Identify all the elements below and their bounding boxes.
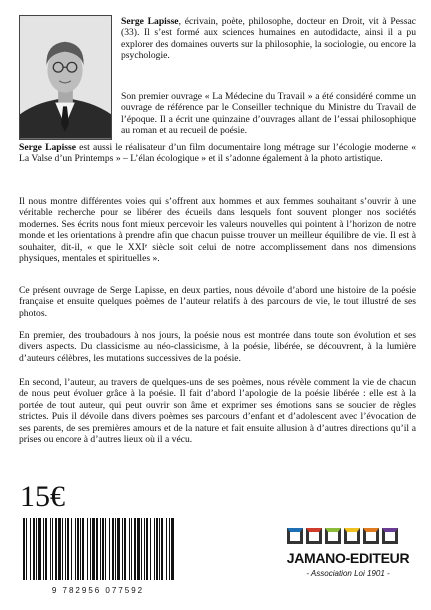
logo-square-5: [363, 528, 379, 544]
publisher-name: JAMANO-EDITEUR: [286, 550, 410, 566]
author-photo: [19, 15, 112, 140]
paragraph-present-work: Ce présent ouvrage de Serge Lapisse, en deux parties, nous dévoile d’abord une histoire de la poésie française et ensuite quelques poèmes de l’auteur relatifs à des parcours de vie, le tout illustré de ses photos.: [19, 285, 416, 319]
barcode-number: 9 782956 077592: [51, 586, 145, 595]
logo-square-3: [325, 528, 341, 544]
paragraph-first-part: En premier, des troubadours à nos jours, la poésie nous est montrée dans toute son évolution et ses divers aspects. Du classicisme au néo-classicisme, à la poésie, libérée, se découvrent, à la lumière d’auteurs célèbres, les mutations successives de la poésie.: [19, 330, 416, 364]
author-name: Serge Lapisse: [121, 16, 179, 27]
author-bio-film: [19, 142, 416, 165]
publisher-logo: [278, 528, 418, 603]
author-name-repeat: Serge Lapisse: [19, 142, 76, 153]
barcode: [13, 518, 183, 598]
price-label: 15€: [20, 480, 65, 513]
author-bio-intro: [121, 16, 416, 62]
barcode-bars: [13, 518, 183, 584]
publisher-subtitle: - Association Loi 1901 -: [306, 569, 390, 578]
bio-intro-text: , écrivain, poète, philosophe, docteur en Droit, vit à Pessac (33). Il s’est formé aux sciences humaines en autodidacte, ainsi il a pu explorer des domaines ouverts sur la philosophie, la sociologie, ou encore la psychologie.: [121, 16, 417, 62]
logo-square-6: [382, 528, 398, 544]
logo-squares: [287, 528, 398, 544]
logo-square-2: [306, 528, 322, 544]
logo-square-4: [344, 528, 360, 544]
paragraph-paths: Il nous montre différentes voies qui s’offrent aux hommes et aux femmes souhaitant s’ouvrir à une véritable recherche pour se libérer des écueils dans lesquels font souvent plonger nos sociétés modernes. Ses écrits nous font mieux percevoir les valeurs nouvelles qui pointent à l’horizon de notre monde et les orientations à prendre afin que chacun puisse trouver un meilleur équilibre de vie. Il est à souhaiter, dit-il, « que le XXIᵉ siècle soit celui de notre accomplissement dans nos dimensions physiques, mentales et spirituelles ».: [19, 196, 416, 265]
paragraph-second-part: En second, l’auteur, au travers de quelques-uns de ses poèmes, nous révèle comment la vie de chacun de nous peut évoluer grâce à la poésie. Il fait d’abord l’apologie de la poésie libérée : elle est à la portée de tout auteur, qui peut ouvrir son âme et exprimer ses émotions sans se soucier de règles strictes. Puis il dévoile dans divers poèmes ses parcours d’enfant et d’adolescent avec l’évocation de ses parents, de ses premières amours et de la nature et fait ensuite allusion à d’autres directions qu’il a prises ou encore à d’autres lieux où il a vécu.: [19, 377, 416, 446]
logo-square-1: [287, 528, 303, 544]
bio-film-text: est aussi le réalisateur d’un film documentaire long métrage sur l’écologie moderne « La Valse d’un Printemps » – L’élan écologique » et il s’adonne également à la photo artistique.: [19, 142, 416, 165]
author-bio-work: Son premier ouvrage « La Médecine du Travail » a été considéré comme un ouvrage de référence par le Conseiller technique du Ministre du Travail de l’époque. Il a écrit une quinzaine d’ouvrages allant de l’essai philosophique au roman et au recueil de poésie.: [121, 91, 416, 137]
